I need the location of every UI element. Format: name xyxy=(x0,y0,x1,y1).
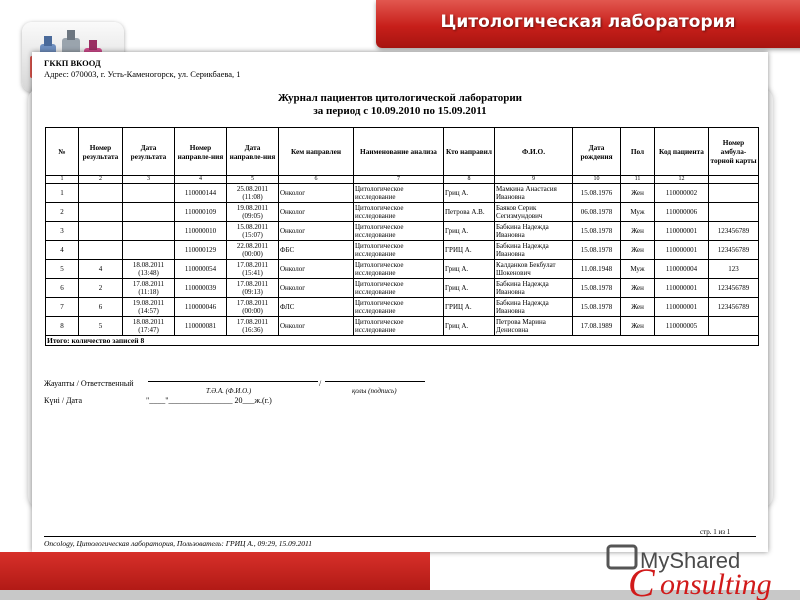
table-cell: 5 xyxy=(46,260,79,279)
column-number-cell: 11 xyxy=(621,176,655,184)
table-row xyxy=(46,222,759,241)
organization-address: Адрес: 070003, г. Усть-Каменогорск, ул. Серикбаева, 1 xyxy=(44,69,241,79)
table-row xyxy=(46,317,759,336)
table-cell: 17.08.2011 (15:41) xyxy=(227,260,279,279)
table-cell: 15.08.1978 xyxy=(573,298,621,317)
table-cell: 110000144 xyxy=(175,184,227,203)
table-cell: 6 xyxy=(46,279,79,298)
table-cell: Мамкина Анастасия Ивановна xyxy=(495,184,573,203)
table-cell: Бабкина Надежда Ивановна xyxy=(495,279,573,298)
table-cell: 110000081 xyxy=(175,317,227,336)
table-cell xyxy=(123,222,175,241)
table-cell: Муж xyxy=(621,260,655,279)
table-cell: 2 xyxy=(46,203,79,222)
table-row xyxy=(46,260,759,279)
column-number-cell: 4 xyxy=(175,176,227,184)
table-cell: 110000039 xyxy=(175,279,227,298)
table-cell: Баяков Серик Сегизмундович xyxy=(495,203,573,222)
table-cell: 17.08.1989 xyxy=(573,317,621,336)
table-cell: Цитологическое исследование xyxy=(354,317,444,336)
table-cell: Гриц А. xyxy=(444,184,495,203)
table-row xyxy=(46,279,759,298)
table-cell: 110000004 xyxy=(655,260,709,279)
table-cell: 6 xyxy=(79,298,123,317)
date-template: "____"________________ 20___ж.(г.) xyxy=(146,396,272,405)
table-cell: Бабкина Надежда Ивановна xyxy=(495,298,573,317)
header-cell: Код пациента xyxy=(655,128,709,176)
table-cell: Жен xyxy=(621,241,655,260)
header-cell: Номер амбула-торной карты xyxy=(709,128,759,176)
table-cell: Гриц А. xyxy=(444,260,495,279)
table-cell: Цитологическое исследование xyxy=(354,279,444,298)
table-cell: Калданков Бекбулат Шокенович xyxy=(495,260,573,279)
slide-title: Цитологическая лаборатория xyxy=(440,12,736,32)
table-cell: 4 xyxy=(46,241,79,260)
table-cell: 123456789 xyxy=(709,279,759,298)
name-signature-line xyxy=(148,380,318,382)
table-cell: 110000005 xyxy=(655,317,709,336)
table-row xyxy=(46,298,759,317)
responsible-label: Жауапты / Ответственный xyxy=(44,379,134,388)
table-cell: Онколог xyxy=(279,184,354,203)
table-cell: Онколог xyxy=(279,203,354,222)
column-number-cell: 1 xyxy=(46,176,79,184)
table-cell: 1 xyxy=(46,184,79,203)
table-cell: 18.08.2011 (13:48) xyxy=(123,260,175,279)
table-cell: Гриц А. xyxy=(444,222,495,241)
table-cell: 110000129 xyxy=(175,241,227,260)
table-cell: Цитологическое исследование xyxy=(354,298,444,317)
journal-document xyxy=(32,52,768,552)
table-cell: 5 xyxy=(79,317,123,336)
table-cell: Жен xyxy=(621,279,655,298)
logo-text-main: MyShared xyxy=(640,548,741,573)
total-row xyxy=(46,336,759,346)
table-header-row xyxy=(46,128,759,176)
table-cell: 15.08.1978 xyxy=(573,279,621,298)
table-cell: 18.08.2011 (17:47) xyxy=(123,317,175,336)
table-row xyxy=(46,184,759,203)
table-row xyxy=(46,241,759,260)
name-note: Т.Ә.А. (Ф.И.О.) xyxy=(206,387,252,395)
date-label: Күні / Дата xyxy=(44,396,83,405)
sign-note: қолы (подпись) xyxy=(352,387,397,395)
logo-text-sub: onsulting xyxy=(660,568,772,600)
table-cell: Бабкина Надежда Ивановна xyxy=(495,241,573,260)
column-number-cell: 9 xyxy=(495,176,573,184)
total-cell: Итого: количество записей 8 xyxy=(46,336,759,346)
header-cell: Пол xyxy=(621,128,655,176)
signature-separator: / xyxy=(319,379,322,388)
patients-table xyxy=(45,127,759,346)
table-cell: 110000001 xyxy=(655,298,709,317)
header-cell: Номер результата xyxy=(79,128,123,176)
table-cell xyxy=(79,203,123,222)
table-cell: ФБС xyxy=(279,241,354,260)
table-cell: 8 xyxy=(46,317,79,336)
table-cell: 123456789 xyxy=(709,298,759,317)
table-cell: 110000002 xyxy=(655,184,709,203)
table-cell: Жен xyxy=(621,222,655,241)
header-cell: Кто направил xyxy=(444,128,495,176)
header-cell: № xyxy=(46,128,79,176)
table-cell: Цитологическое исследование xyxy=(354,260,444,279)
table-cell: ГРИЦ А. xyxy=(444,241,495,260)
logo-letter: C xyxy=(628,560,655,600)
table-cell: 17.08.2011 (09:13) xyxy=(227,279,279,298)
table-cell: 123456789 xyxy=(709,241,759,260)
title-line-1: Журнал пациентов цитологической лаборатории xyxy=(277,92,522,104)
table-cell: 15.08.1978 xyxy=(573,241,621,260)
table-cell: 110000001 xyxy=(655,279,709,298)
header-cell: Дата направле-ния xyxy=(227,128,279,176)
table-cell: Цитологическое исследование xyxy=(354,184,444,203)
table-cell: 110000109 xyxy=(175,203,227,222)
column-number-cell: 5 xyxy=(227,176,279,184)
document-footer: Oncology, Цитологическая лаборатория, Пользователь: ГРИЦ А., 09:29, 15.09.2011 xyxy=(44,539,312,548)
table-cell: 17.08.2011 (16:36) xyxy=(227,317,279,336)
table-cell: Жен xyxy=(621,184,655,203)
table-cell xyxy=(79,241,123,260)
sign-signature-line xyxy=(325,380,425,382)
table-cell: Муж xyxy=(621,203,655,222)
column-number-cell: 7 xyxy=(354,176,444,184)
table-cell: ФЛС xyxy=(279,298,354,317)
column-number-cell: 10 xyxy=(573,176,621,184)
table-row xyxy=(46,203,759,222)
title-line-2: за период с 10.09.2010 по 15.09.2011 xyxy=(313,105,487,117)
table-cell: 19.08.2011 (14:57) xyxy=(123,298,175,317)
table-cell xyxy=(123,203,175,222)
header-cell: Номер направле-ния xyxy=(175,128,227,176)
table-cell: Жен xyxy=(621,317,655,336)
column-number-cell: 2 xyxy=(79,176,123,184)
table-cell: 17.08.2011 (11:18) xyxy=(123,279,175,298)
table-cell: 11.08.1948 xyxy=(573,260,621,279)
table-cell: 15.08.1978 xyxy=(573,222,621,241)
table-cell xyxy=(709,317,759,336)
table-cell: 22.08.2011 (00:00) xyxy=(227,241,279,260)
table-cell: Цитологическое исследование xyxy=(354,222,444,241)
table-cell: Цитологическое исследование xyxy=(354,203,444,222)
header-cell: Дата рождения xyxy=(573,128,621,176)
column-number-cell: 8 xyxy=(444,176,495,184)
footer-divider xyxy=(44,536,756,537)
table-cell: Онколог xyxy=(279,279,354,298)
table-cell: 15.08.1976 xyxy=(573,184,621,203)
table-cell: 4 xyxy=(79,260,123,279)
column-number-cell: 6 xyxy=(279,176,354,184)
table-cell: Онколог xyxy=(279,317,354,336)
column-number-cell xyxy=(709,176,759,184)
table-cell: 110000054 xyxy=(175,260,227,279)
table-cell: Гриц А. xyxy=(444,279,495,298)
table-cell: 110000046 xyxy=(175,298,227,317)
column-number-cell: 3 xyxy=(123,176,175,184)
table-cell: Жен xyxy=(621,298,655,317)
table-cell: Онколог xyxy=(279,222,354,241)
table-cell xyxy=(79,222,123,241)
table-cell xyxy=(79,184,123,203)
header-cell: Дата результата xyxy=(123,128,175,176)
table-cell: 19.08.2011 (09:05) xyxy=(227,203,279,222)
table-cell: 7 xyxy=(46,298,79,317)
table-cell: Петрова Марина Денисовна xyxy=(495,317,573,336)
table-cell: Бабкина Надежда Ивановна xyxy=(495,222,573,241)
table-cell: 110000001 xyxy=(655,222,709,241)
table-cell: Цитологическое исследование xyxy=(354,241,444,260)
document-title xyxy=(32,92,768,118)
table-cell: 123 xyxy=(709,260,759,279)
column-number-cell: 12 xyxy=(655,176,709,184)
table-cell: 123456789 xyxy=(709,222,759,241)
table-cell: 15.08.2011 (15:07) xyxy=(227,222,279,241)
header-cell: Кем направлен xyxy=(279,128,354,176)
table-cell xyxy=(709,203,759,222)
table-cell xyxy=(709,184,759,203)
header-cell: Ф.И.О. xyxy=(495,128,573,176)
table-cell: Онколог xyxy=(279,260,354,279)
table-cell: 2 xyxy=(79,279,123,298)
table-cell: 110000001 xyxy=(655,241,709,260)
table-cell: Гриц А. xyxy=(444,317,495,336)
consulting-logo xyxy=(600,540,800,600)
column-number-row xyxy=(46,176,759,184)
organization-name: ГККП ВКООД xyxy=(44,58,101,68)
table-cell: 110000010 xyxy=(175,222,227,241)
table-cell: ГРИЦ А. xyxy=(444,298,495,317)
table-cell: 3 xyxy=(46,222,79,241)
table-cell: 25.08.2011 (11:08) xyxy=(227,184,279,203)
table-cell: Петрова А.В. xyxy=(444,203,495,222)
table-cell xyxy=(123,184,175,203)
page-number: стр. 1 из 1 xyxy=(700,528,731,536)
table-cell xyxy=(123,241,175,260)
table-cell: 06.08.1978 xyxy=(573,203,621,222)
table-cell: 17.08.2011 (00:00) xyxy=(227,298,279,317)
table-cell: 110000006 xyxy=(655,203,709,222)
header-cell: Наименование анализа xyxy=(354,128,444,176)
